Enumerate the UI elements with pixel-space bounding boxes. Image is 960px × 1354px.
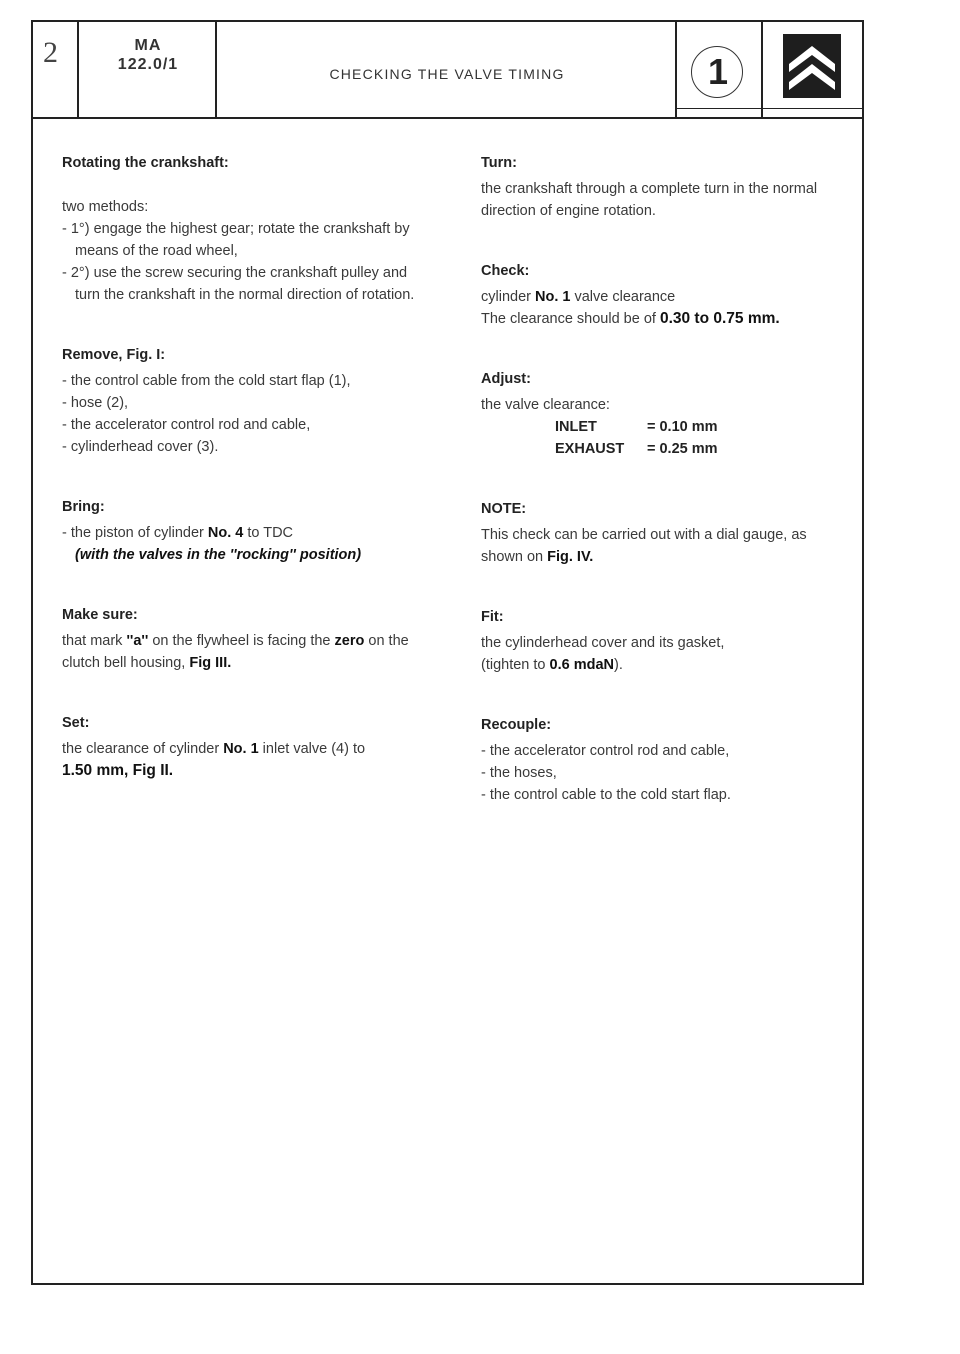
section-heading: Remove, Fig. I:	[62, 347, 166, 363]
operation-code-line2: 122.0/1	[117, 56, 179, 73]
section-heading: Recouple:	[481, 717, 552, 733]
section-text: two methods:	[62, 199, 149, 215]
section-text: (tighten to 0.6 mdaN).	[481, 657, 623, 673]
section-text: the cylinderhead cover and its gasket,	[481, 635, 725, 651]
right-column	[481, 152, 851, 806]
section-bring	[62, 496, 432, 566]
section-heading: Bring:	[62, 499, 105, 515]
list-item: - the accelerator control rod and cable,	[481, 743, 730, 759]
list-item: - the accelerator control rod and cable,	[62, 417, 311, 433]
section-make-sure	[62, 604, 432, 674]
operation-code-cell	[79, 22, 217, 117]
badge-number: 1	[707, 51, 729, 92]
section-fit	[481, 606, 851, 676]
page-title: CHECKING THE VALVE TIMING	[329, 66, 565, 82]
section-heading: Check:	[481, 263, 530, 279]
section-check	[481, 260, 851, 330]
section-heading: Turn:	[481, 155, 517, 171]
section-adjust	[481, 368, 851, 460]
operation-code-line1: MA	[134, 37, 162, 54]
list-item: - 2°) use the screw securing the crankshaft pulley and turn the crankshaft in the normal direction of rotation.	[62, 265, 415, 303]
section-heading: Adjust:	[481, 371, 531, 387]
list-item: - the hoses,	[481, 765, 557, 781]
page-number: 2	[43, 36, 58, 69]
section-heading: Make sure:	[62, 607, 138, 623]
page-number-cell	[33, 22, 79, 117]
logo-cell	[763, 22, 862, 117]
clearance-row-inlet: INLET = 0.10 mm	[555, 419, 718, 435]
list-item: - cylinderhead cover (3).	[62, 439, 219, 455]
section-heading: Set:	[62, 715, 90, 731]
section-text: This check can be carried out with a dial gauge, as shown on Fig. IV.	[481, 527, 807, 565]
section-heading: NOTE:	[481, 501, 527, 517]
section-text: The clearance should be of 0.30 to 0.75 mm.	[481, 310, 780, 327]
section-remove	[62, 344, 432, 458]
section-turn	[481, 152, 851, 222]
section-note	[481, 498, 851, 568]
list-item: - 1°) engage the highest gear; rotate the crankshaft by means of the road wheel,	[62, 221, 410, 259]
clearance-row-exhaust: EXHAUST = 0.25 mm	[555, 441, 718, 457]
section-text: the crankshaft through a complete turn in the normal direction of engine rotation.	[481, 181, 818, 219]
header-double-rule	[677, 108, 862, 109]
section-value: 1.50 mm, Fig II.	[62, 762, 174, 779]
list-item: - the control cable to the cold start flap.	[481, 787, 731, 803]
circled-number-badge	[691, 46, 743, 98]
list-item: - hose (2),	[62, 395, 129, 411]
title-cell	[217, 22, 677, 117]
section-heading: Fit:	[481, 609, 504, 625]
section-note: (with the valves in the ''rocking'' position)	[75, 547, 362, 563]
section-text: cylinder No. 1 valve clearance	[481, 289, 676, 305]
page-header	[33, 22, 862, 119]
list-item: - the control cable from the cold start flap (1),	[62, 373, 351, 389]
section-text: the valve clearance:	[481, 397, 610, 413]
section-text: that mark ''a'' on the flywheel is facing the zero on the clutch bell housing, Fig III.	[62, 633, 409, 671]
section-heading: Rotating the crankshaft:	[62, 155, 229, 171]
section-text: the clearance of cylinder No. 1 inlet valve (4) to	[62, 741, 366, 757]
section-text: - the piston of cylinder No. 4 to TDC	[62, 525, 294, 541]
left-column	[62, 152, 432, 782]
section-recouple	[481, 714, 851, 806]
citroen-logo-icon	[783, 34, 841, 98]
badge-cell	[677, 22, 763, 117]
section-set	[62, 712, 432, 782]
section-rotating	[62, 152, 432, 306]
